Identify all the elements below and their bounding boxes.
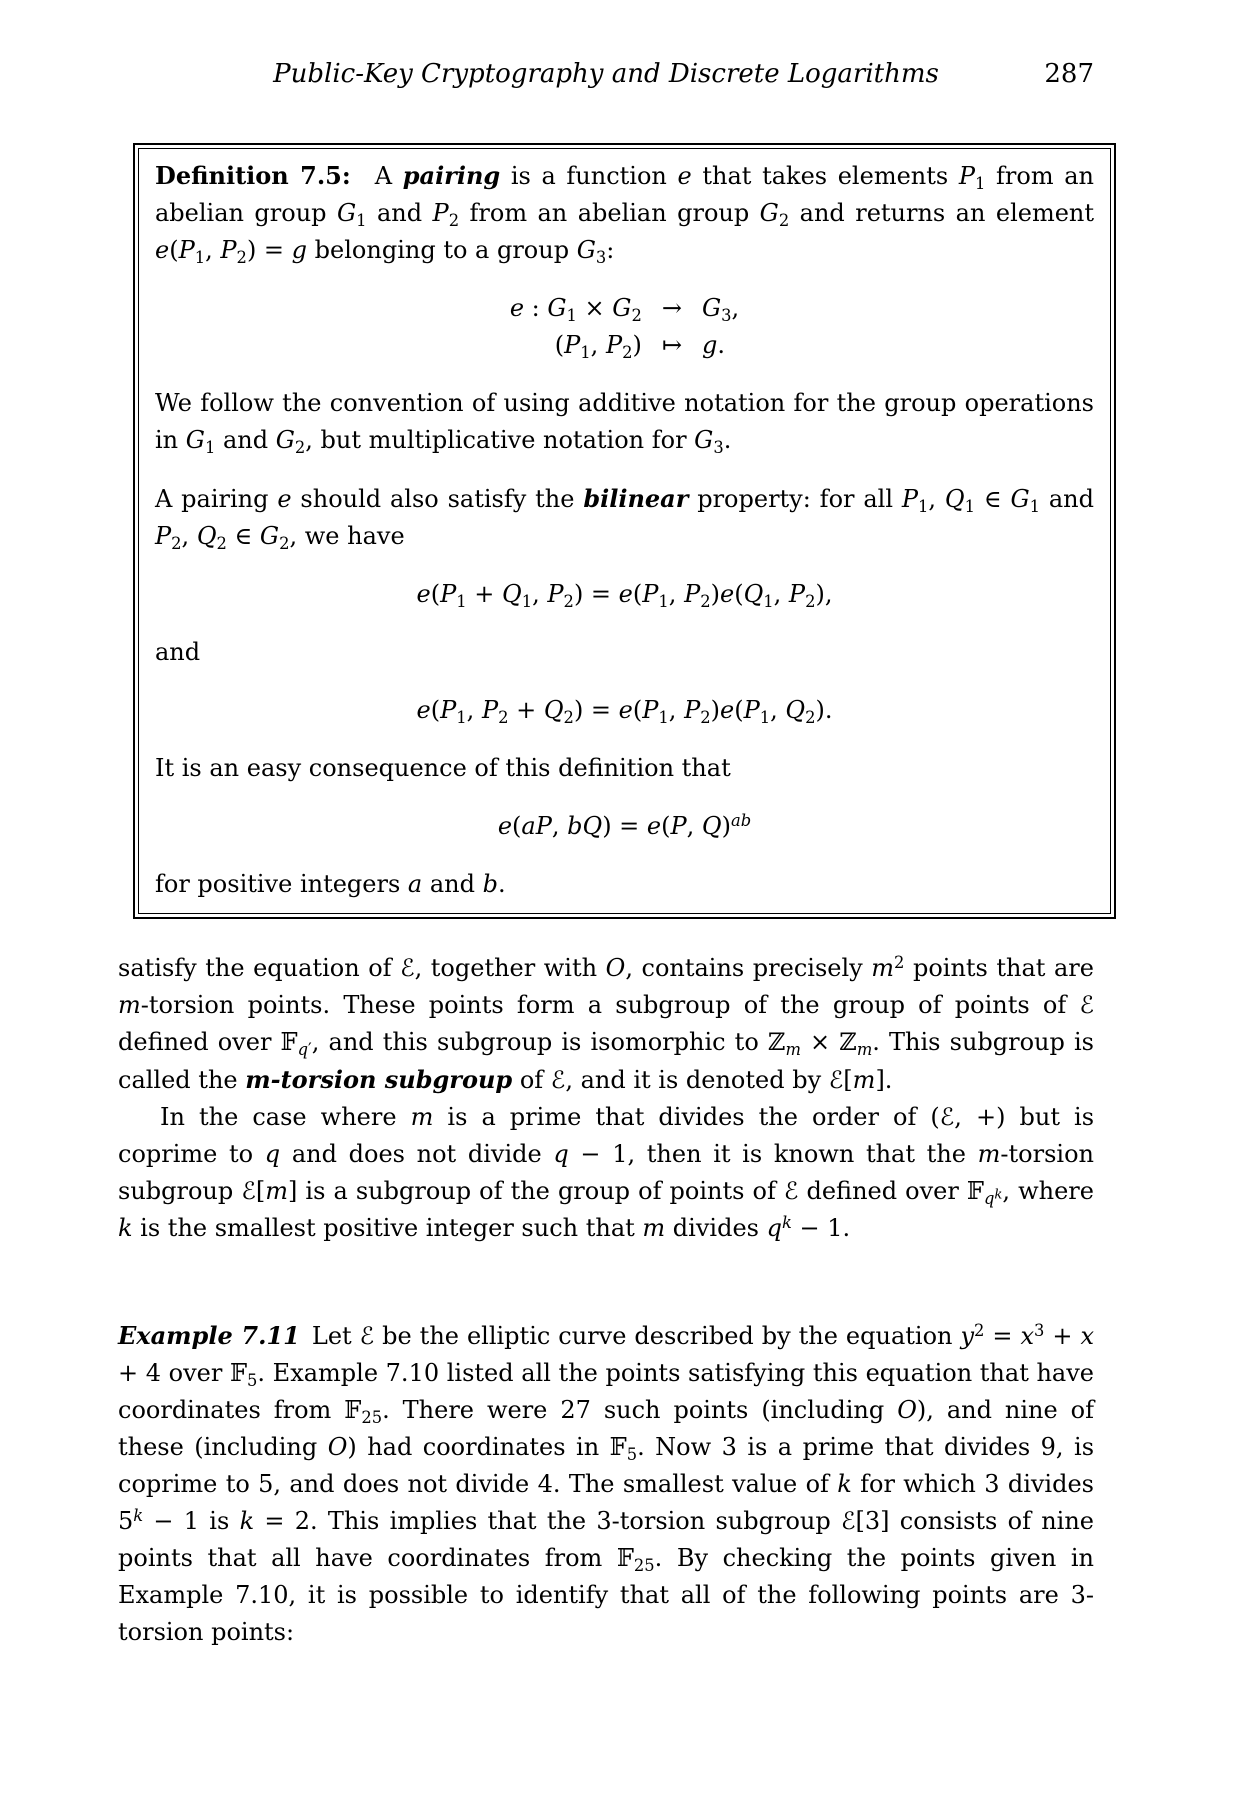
maps-to-arrow-symbol: ↦ xyxy=(661,331,682,359)
map-equation-row1-lhs: e : $G_1 \times G_2$ xyxy=(509,294,642,325)
consequence-paragraph: It is an easy consequence of this definition that xyxy=(155,754,731,782)
and-connector: and xyxy=(155,638,201,666)
map-equation-row2-lhs: ($P_1$, $P_2$) xyxy=(554,331,642,362)
torsion-subgroup-paragraph: satisfy the equation of ℰ, together with O, contains precisely $m^2$ points that are m-torsion points. These points form a subgroup of the group of points of ℰ defined over 𝔽$_{q'}$, and this subgroup is isomorphic to ℤ$_m$ × ℤ$_m$. This subgroup is called the m-torsion subgroup of ℰ, and it is denoted by ℰ[m]. xyxy=(118,952,1094,1094)
bilinear-equation-2: $e(P_1$, $P_2 + Q_2) = e(P_1$, $P_2)e(P_1$, $Q_2$). xyxy=(416,696,833,727)
consequence-equation: e(aP, bQ) = e(P, Q)$^{ab}$ xyxy=(497,810,752,840)
example-7-11-paragraph: Example 7.11 Let ℰ be the elliptic curve described by the equation $y^2 = x^3 + x + 4$ over 𝔽$_5$. Example 7.10 listed all the points satisfying this equation that have coordinates from 𝔽$_{25}$. There were 27 such points (including O), and nine of these (including O) had coordinates in 𝔽$_5$. Now 3 is a prime that divides 9, is coprime to 5, and does not divide 4. The smallest value of k for which 3 divides $5^k - 1$ is k = 2. This implies that the 3-torsion subgroup ℰ[3] consists of nine points that all have coordinates from 𝔽$_{25}$. By checking the points given in Example 7.10, it is possible to identify that all of the following points are 3-torsion points: xyxy=(118,1320,1095,1646)
running-head xyxy=(118,56,1094,93)
map-equation-row1-rhs: $G_3$, xyxy=(701,294,740,325)
map-equation-row2-rhs: g. xyxy=(701,331,725,359)
running-head-title: Public-Key Cryptography and Discrete Logarithms xyxy=(273,59,939,89)
page-number: 287 xyxy=(1044,59,1094,89)
definition-statement: Definition 7.5: A pairing is a function e that takes elements $P_1$ from an abelian group $G_1$ and $P_2$ from an abelian group $G_2$ and returns an element $e(P_1$, $P_2) = g$ belonging to a group $G_3$: xyxy=(155,161,1095,267)
convention-paragraph: We follow the convention of using additive notation for the group operations in $G_1$ and $G_2$, but multiplicative notation for $G_3$. xyxy=(155,389,1094,457)
definition-box xyxy=(133,143,1116,919)
bilinear-property-paragraph: A pairing e should also satisfy the bilinear property: for all $P_1$, $Q_1$ ∈ $G_1$ and $P_2$, $Q_2$ ∈ $G_2$, we have xyxy=(155,484,1094,553)
pairing-map-equation xyxy=(155,290,1094,364)
prime-case-paragraph: In the case where m is a prime that divides the order of (ℰ, +) but is coprime to q and does not divide q − 1, then it is known that the m-torsion subgroup ℰ[m] is a subgroup of the group of points of ℰ defined over 𝔽$_q$k, where k is the smallest positive integer such that m divides $q^k - 1$. xyxy=(118,1103,1095,1242)
definition-box-inner xyxy=(138,148,1111,914)
page-body xyxy=(118,950,1094,1651)
bilinear-equation-1: $e(P_1 + Q_1$, $P_2) = e(P_1$, $P_2)e(Q_1$, $P_2$), xyxy=(416,580,833,611)
right-arrow-symbol: → xyxy=(661,294,682,322)
closing-line: for positive integers a and b. xyxy=(155,870,506,898)
